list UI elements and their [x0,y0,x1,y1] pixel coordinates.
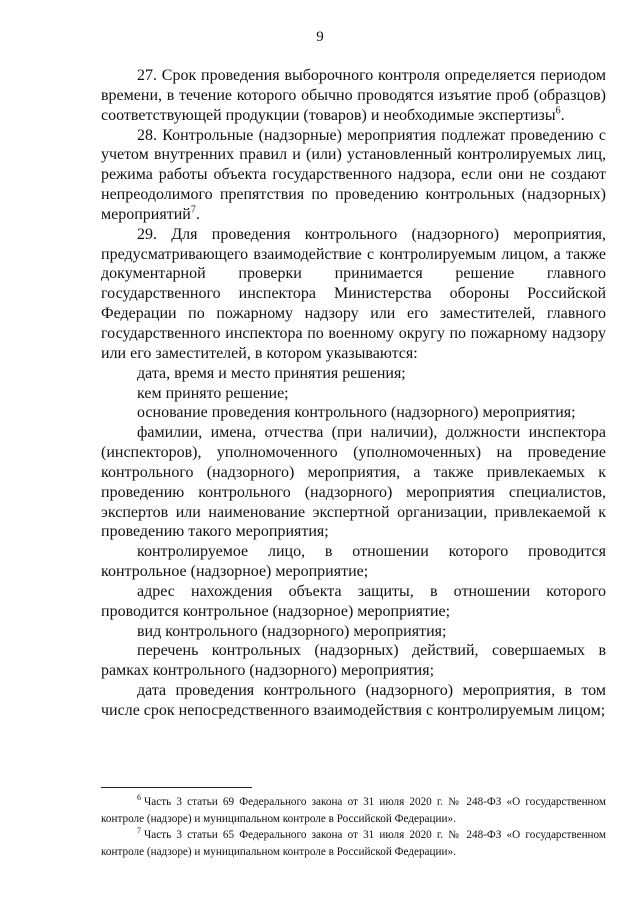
footnote-text: Часть 3 статьи 65 Федерального закона от 31 июля 2020 г. № 248-ФЗ «О государственном контроле (надзоре) и муниципальном контроле в Российской Федерации». [101,829,606,858]
paragraph-29: 29. Для проведения контрольного (надзорного) мероприятия, предусматривающего взаимодействие с контролируемым лицом, а также документарной проверки принимается решение главного государственного инспектора Министерства обороны Российской Федерации по пожарному надзору или его заместителей, главного государственного инспектора по военному округу по пожарному надзору или его заместителей, в котором указываются: [101,225,606,362]
list-item: кем принято решение; [137,384,289,402]
list-item: основание проведения контрольного (надзорного) мероприятия; [137,404,576,422]
footnote-number: 7 [137,826,141,836]
footnote-ref: 6 [555,105,561,117]
list-item: дата проведения контрольного (надзорного) мероприятия, в том числе срок непосредственного взаимодействия с контролируемым лицом; [101,682,606,719]
paragraph-text: 28. Контрольные (надзорные) мероприятия подлежат проведению с учетом внутренних правил и (или) установленный контролируемых лиц, режима работы объекта государственного надзора, если они не создают непреодолимого препятствия по проведению контрольных (надзорных) мероприятий [101,126,606,223]
paragraph-tail: . [560,106,565,124]
paragraph-text: 27. Срок проведения выборочного контроля определяется периодом времени, в течение которого обычно проводятся изъятие проб (образцов) соответствующей продукции (товаров) и необходимые экспертизы [101,67,606,124]
paragraph-tail: . [195,205,200,223]
list-item: дата, время и место принятия решения; [137,364,406,382]
paragraph-27 [101,66,606,126]
footnote-7 [101,827,606,860]
paragraph-28 [101,126,606,225]
list-item: фамилии, имена, отчества (при наличии), должности инспектора (инспекторов), уполномоченного (уполномоченных) на проведение контрольного (надзорного) мероприятия, а также привлекаемых к проведению контрольного (надзорного) мероприятия специалистов, экспертов или наименование экспертной организации, привлекаемой к проведению такого мероприятия; [101,424,606,541]
footnote-text: Часть 3 статьи 69 Федерального закона от 31 июля 2020 г. № 248-ФЗ «О государственном контроле (надзоре) и муниципальном контроле в Российской Федерации». [101,796,606,825]
footnote-number: 6 [137,793,141,803]
list-item: адрес нахождения объекта защиты, в отношении которого проводится контрольное (надзорное) мероприятие; [101,582,606,620]
list-item: вид контрольного (надзорного) мероприятия; [137,622,447,640]
list-item: контролируемое лицо, в отношении которого проводится контрольное (надзорное) мероприятие; [101,543,606,581]
footnote-6 [101,794,606,827]
list-item: перечень контрольных (надзорных) действий, совершаемых в рамках контрольного (надзорного) мероприятия; [101,642,606,680]
footnotes [101,794,606,860]
document-body [101,66,606,721]
page-number: 9 [316,29,324,45]
footnote-ref: 7 [190,204,196,216]
footnote-separator [101,787,252,788]
